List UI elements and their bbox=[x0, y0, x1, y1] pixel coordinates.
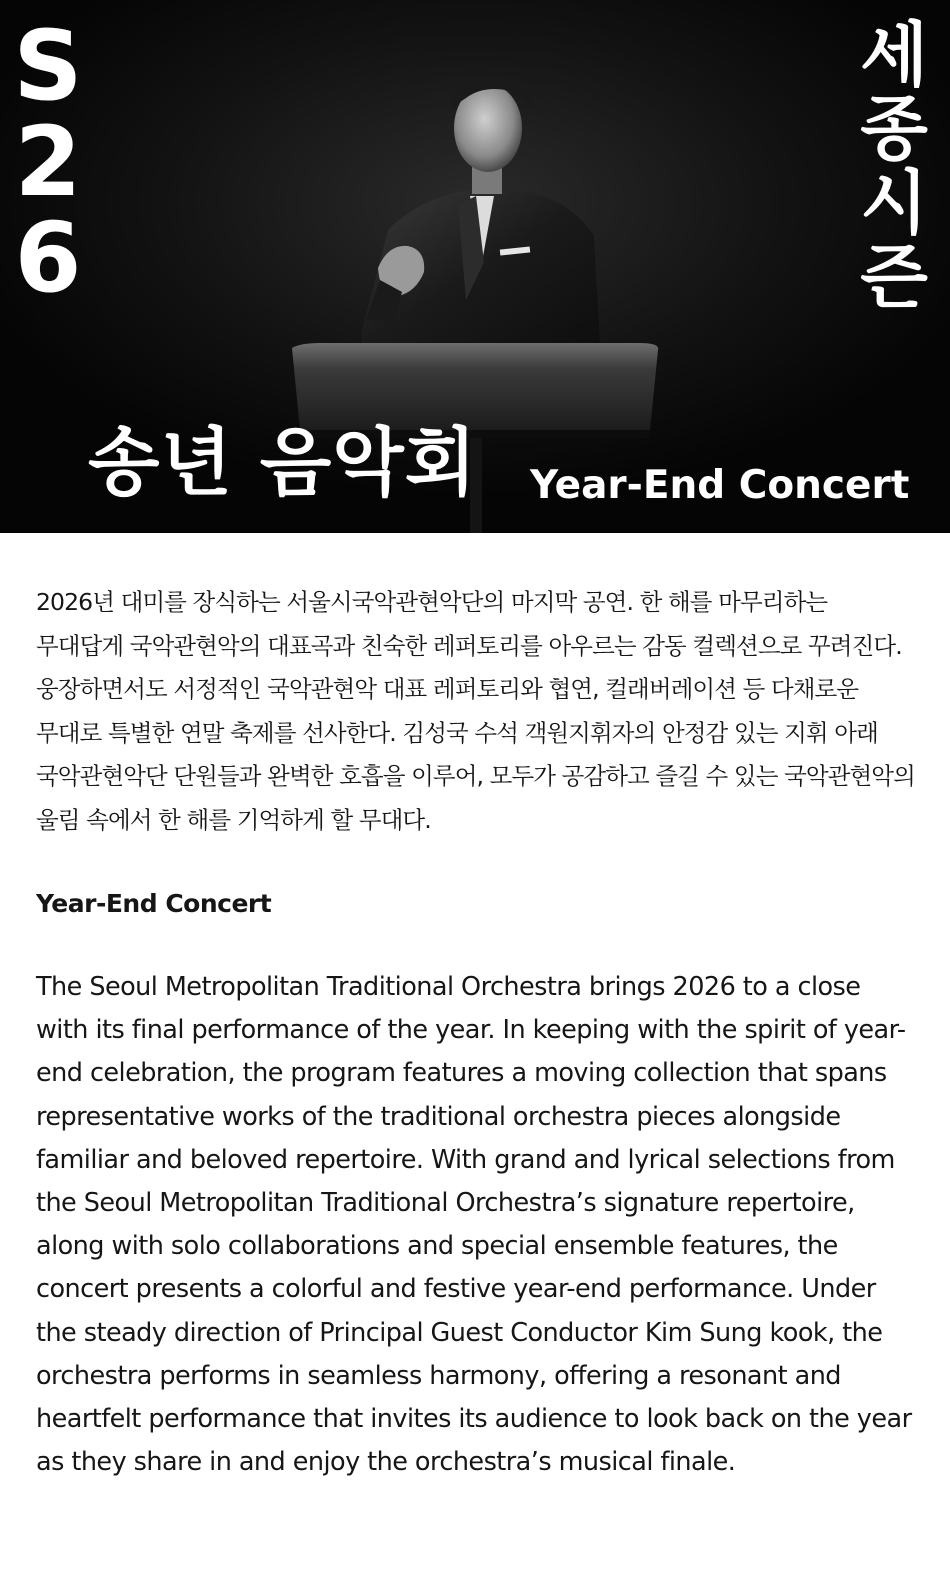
description-english: The Seoul Metropolitan Traditional Orchestra brings 2026 to a close with its final performance of the year. In keeping with the spirit of year-end celebration, the program features a moving collection that spans representative works of the traditional orchestra pieces alongside familiar and beloved repertoire. With grand and lyrical selections from the Seoul Metropolitan Traditional Orchestra’s signature repertoire, along with solo collaborations and special ensemble features, the concert presents a colorful and festive year-end performance. Under the steady direction of Principal Guest Conductor Kim Sung kook, the orchestra performs in seamless harmony, offering a resonant and heartfelt performance that invites its audience to look back on the year as they share in and enjoy the orchestra’s musical finale. bbox=[36, 972, 912, 1478]
season-code-char: S bbox=[13, 10, 83, 122]
season-name-char: 세 bbox=[860, 14, 928, 96]
concert-title-en: Year-End Concert bbox=[530, 463, 910, 508]
season-code-char: 2 bbox=[14, 106, 82, 218]
hero-banner bbox=[0, 0, 950, 533]
season-name-char: 종 bbox=[860, 88, 928, 170]
music-stand bbox=[292, 343, 658, 430]
season-code-char: 6 bbox=[14, 202, 82, 314]
season-code bbox=[8, 10, 88, 314]
season-name bbox=[854, 14, 934, 318]
english-heading: Year-End Concert bbox=[36, 889, 272, 918]
season-name-char: 즌 bbox=[860, 236, 928, 318]
concert-title-ko: 송년 음악회 bbox=[88, 420, 478, 506]
description-section bbox=[0, 581, 950, 1484]
description-korean: 2026년 대미를 장식하는 서울시국악관현악단의 마지막 공연. 한 해를 마무리하는 무대답게 국악관현악의 대표곡과 친숙한 레퍼토리를 아우르는 감동 컬렉션으로 꾸려진다. 웅장하면서도 서정적인 국악관현악 대표 레퍼토리와 협연, 컬래버레이션 등 다채로운 무대로 특별한 연말 축제를 선사한다. 김성국 수석 객원지휘자의 안정감 있는 지휘 아래 국악관현악단 단원들과 완벽한 호흡을 이루어, 모두가 공감하고 즐길 수 있는 국악관현악의 울림 속에서 한 해를 기억하게 할 무대다. bbox=[36, 588, 915, 834]
season-name-char: 시 bbox=[860, 162, 928, 244]
